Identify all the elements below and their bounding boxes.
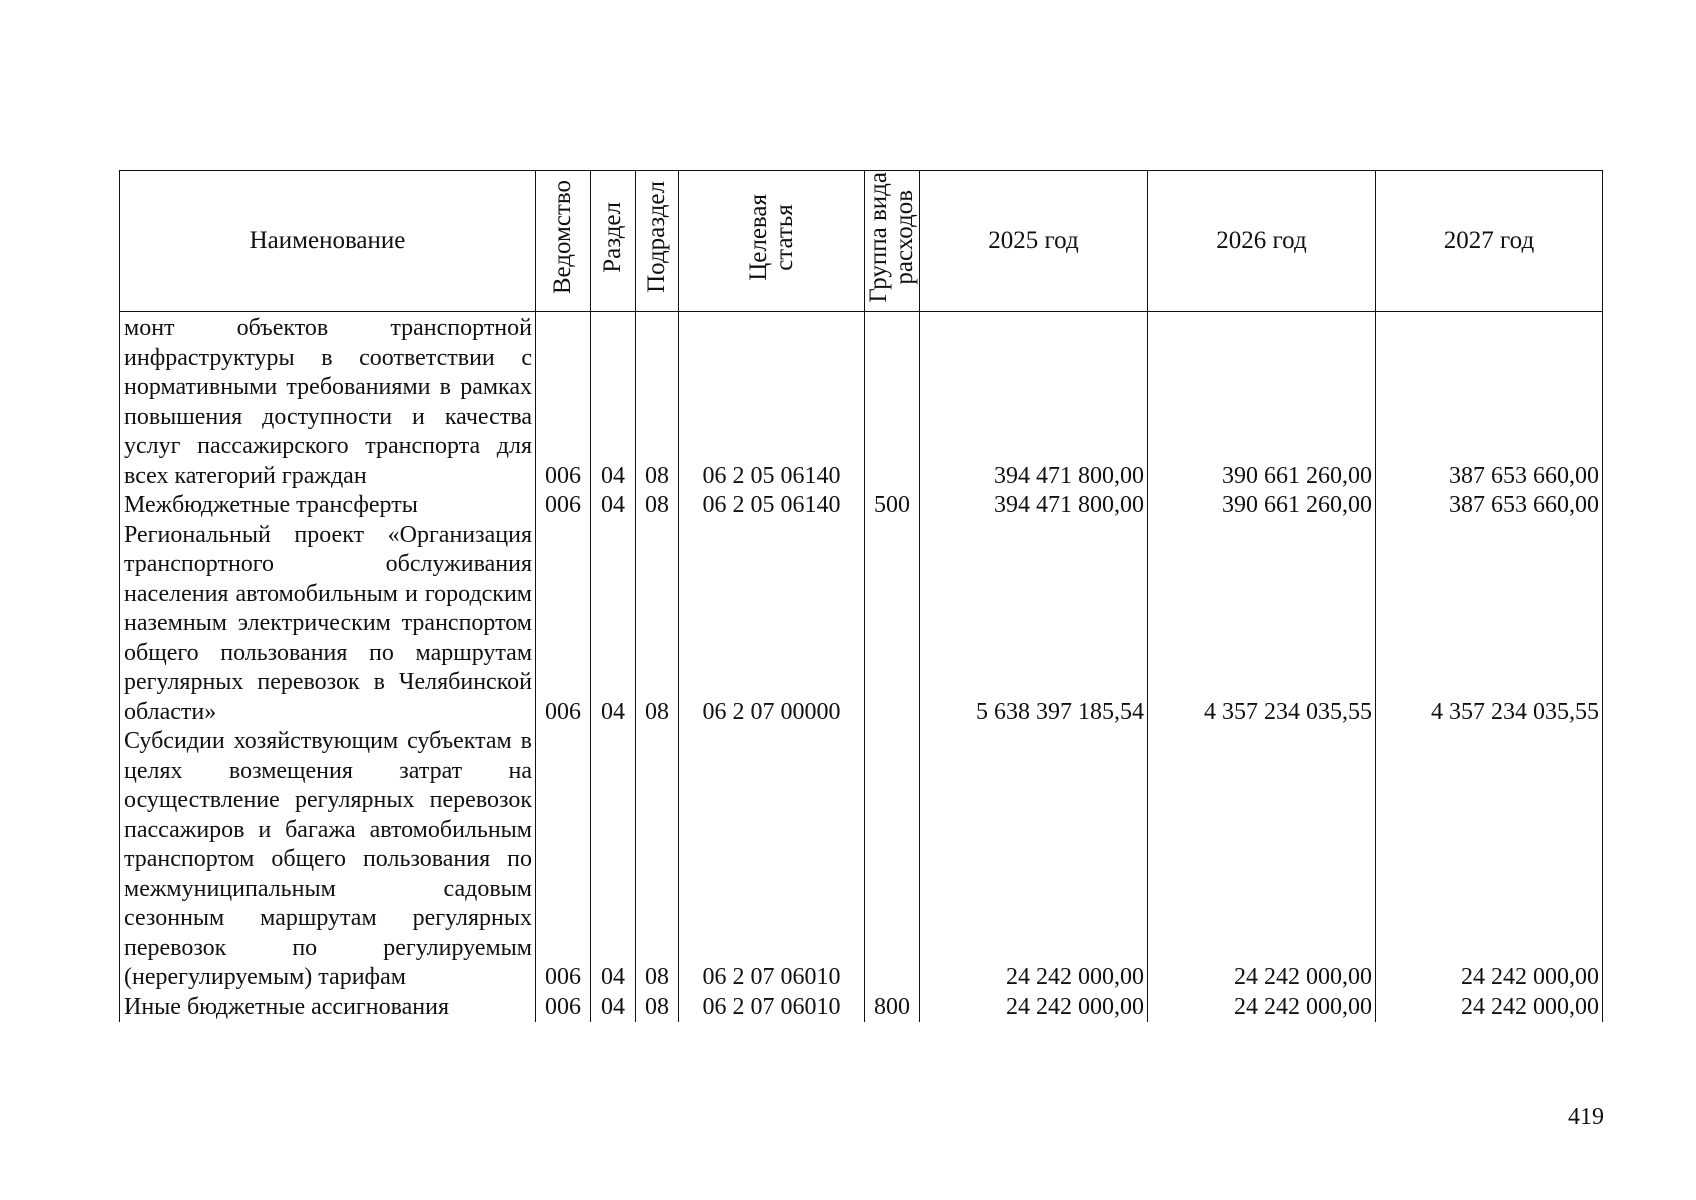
row-expense-group (865, 312, 920, 492)
row-subsection: 08 (636, 521, 679, 728)
page-number: 419 (1568, 1104, 1604, 1130)
header-year-2026: 2026 год (1148, 171, 1376, 312)
row-name: Межбюджетные трансферты (120, 491, 536, 521)
row-expense-group: 800 (865, 993, 920, 1023)
row-section: 04 (591, 727, 636, 993)
row-expense-group: 500 (865, 491, 920, 521)
row-amount-2025: 394 471 800,00 (920, 312, 1148, 492)
row-department: 006 (536, 491, 591, 521)
row-amount-2027: 387 653 660,00 (1376, 491, 1603, 521)
row-name: Региональный проект «Организация транспортного обслуживания населения автомобильным и городским наземным электрическим транспортом общего пользования по маршрутам регулярных перевозок в Челябинской области» (120, 521, 536, 728)
row-amount-2027: 24 242 000,00 (1376, 993, 1603, 1023)
row-expense-group (865, 727, 920, 993)
row-subsection: 08 (636, 312, 679, 492)
row-subsection: 08 (636, 491, 679, 521)
row-section: 04 (591, 312, 636, 492)
table-row (120, 727, 1603, 993)
row-amount-2026: 24 242 000,00 (1148, 727, 1376, 993)
row-target-article: 06 2 05 06140 (679, 312, 865, 492)
row-section: 04 (591, 521, 636, 728)
table-body (120, 312, 1603, 1023)
row-subsection: 08 (636, 993, 679, 1023)
row-section: 04 (591, 993, 636, 1023)
row-department: 006 (536, 727, 591, 993)
row-subsection: 08 (636, 727, 679, 993)
row-amount-2025: 24 242 000,00 (920, 993, 1148, 1023)
row-amount-2025: 24 242 000,00 (920, 727, 1148, 993)
row-target-article: 06 2 07 06010 (679, 727, 865, 993)
header-department: Ведомство (536, 171, 591, 312)
header-year-2027: 2027 год (1376, 171, 1603, 312)
row-section: 04 (591, 491, 636, 521)
row-target-article: 06 2 05 06140 (679, 491, 865, 521)
row-department: 006 (536, 312, 591, 492)
row-amount-2027: 387 653 660,00 (1376, 312, 1603, 492)
header-expense-group: Группа вида расходов (865, 171, 920, 312)
row-department: 006 (536, 993, 591, 1023)
header-name: Наименование (120, 171, 536, 312)
table-row (120, 993, 1603, 1023)
row-amount-2026: 4 357 234 035,55 (1148, 521, 1376, 728)
row-amount-2027: 4 357 234 035,55 (1376, 521, 1603, 728)
row-department: 006 (536, 521, 591, 728)
row-expense-group (865, 521, 920, 728)
row-amount-2025: 394 471 800,00 (920, 491, 1148, 521)
table-row (120, 491, 1603, 521)
row-amount-2027: 24 242 000,00 (1376, 727, 1603, 993)
row-target-article: 06 2 07 00000 (679, 521, 865, 728)
table-header (120, 171, 1603, 312)
header-year-2025: 2025 год (920, 171, 1148, 312)
header-subsection: Подраздел (636, 171, 679, 312)
table-row (120, 312, 1603, 492)
header-target-article: Целевая статья (679, 171, 865, 312)
table-row (120, 521, 1603, 728)
row-target-article: 06 2 07 06010 (679, 993, 865, 1023)
row-amount-2025: 5 638 397 185,54 (920, 521, 1148, 728)
row-name: Иные бюджетные ассигнования (120, 993, 536, 1023)
row-name: Субсидии хозяйствующим субъектам в целях возмещения затрат на осуществление регулярных перевозок пассажиров и багажа автомобильным транспортом общего пользования по межмуниципальным садовым сезонным маршрутам регулярных перевозок по регулируемым (нерегулируемым) тарифам (120, 727, 536, 993)
row-amount-2026: 24 242 000,00 (1148, 993, 1376, 1023)
row-name: монт объектов транспортной инфраструктуры в соответствии с нормативными требованиями в рамках повышения доступности и качества услуг пассажирского транспорта для всех категорий граждан (120, 312, 536, 492)
row-amount-2026: 390 661 260,00 (1148, 312, 1376, 492)
row-amount-2026: 390 661 260,00 (1148, 491, 1376, 521)
header-section: Раздел (591, 171, 636, 312)
budget-table (119, 170, 1603, 1022)
